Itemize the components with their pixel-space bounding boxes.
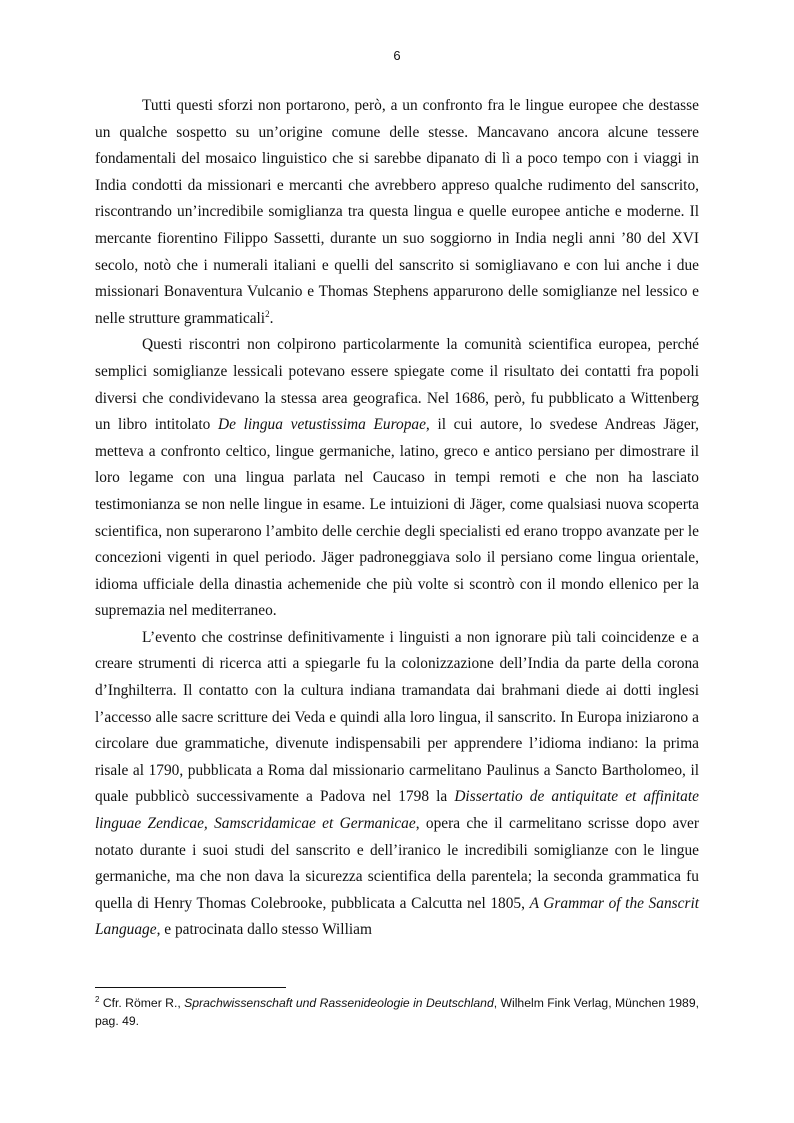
footnote-separator bbox=[95, 987, 286, 988]
book-title-grammar: A Grammar of the Sanscrit Language bbox=[95, 894, 700, 939]
paragraph-2 bbox=[95, 332, 699, 625]
footnote-text: Cfr. Römer R., bbox=[99, 996, 185, 1010]
paragraph-1-end: . bbox=[269, 309, 274, 327]
paragraph-3-text-end: , e patrocinata dallo stesso William bbox=[156, 921, 372, 939]
paragraph-1 bbox=[95, 93, 699, 332]
footnote-publisher: , Wilhelm Fink Verlag, München 1989, pag. 49. bbox=[95, 996, 699, 1028]
footnote-book-title: Sprachwissenschaft und Rassenideologie in Deutschland bbox=[184, 996, 494, 1010]
book-title-de-lingua: De lingua vetustissima Europae, bbox=[218, 416, 430, 434]
footnote-reference-2: 2 bbox=[265, 308, 270, 319]
paragraph-3-text-cont: , opera che il carmelitano scrisse dopo aver notato durante i suoi studi del sanscrito e dell’iranico le incredibili somiglianze con le lingue germaniche, ma che non dava la sicurezza scientifica della parentela; la seconda grammatica fu quella di Henry Thomas Colebrooke, pubblicata a Calcutta nel 1805, bbox=[95, 815, 699, 912]
paragraph-2-text: Questi riscontri non colpirono particolarmente la comunità scientifica europea, perché semplici somiglianze lessicali potevano essere spiegate come il risultato dei contatti fra popoli diversi che condividevano la stessa area geografica. Nel 1686, però, fu pubblicato a Wittenberg un libro intitolato bbox=[95, 336, 699, 434]
body-text bbox=[95, 93, 699, 944]
paragraph-3-text: L’evento che costrinse definitivamente i linguisti a non ignorare più tali coincidenze e a creare strumenti di ricerca atti a spiegarle fu la colonizzazione dell’India da parte della corona d’Inghilterra. Il contatto con la cultura indiana tramandata dai brahmani diede ai dotti inglesi l’accesso alle sacre scritture dei Veda e quindi alla loro lingua, il sanscrito. In Europa iniziarono a circolare due grammatiche, divenute indispensabili per apprendere l’idioma indiano: la prima risale al 1790, pubblicata a Roma dal missionario carmelitano Paulinus a Sancto Bartholomeo, il quale pubblicò successivamente a Padova nel 1798 la bbox=[95, 628, 699, 806]
book-title-dissertatio: Dissertatio de antiquitate et affinitate linguae Zendicae, Samscridamicae et Germanicae bbox=[95, 788, 699, 833]
footnote-2 bbox=[95, 994, 699, 1030]
paragraph-3 bbox=[95, 625, 699, 944]
paragraph-1-text: Tutti questi sforzi non portarono, però, a un confronto fra le lingue europee che destasse un qualche sospetto su un’origine comune delle stesse. Mancavano ancora alcune tessere fondamentali del mosaico linguistico che si sarebbe dipanato di lì a poco tempo con i viaggi in India condotti da missionari e mercanti che avrebbero appreso qualche rudimento del sanscrito, riscontrando un’incredibile somiglianza tra questa lingua e quelle europee antiche e moderne. Il mercante fiorentino Filippo Sassetti, durante un suo soggiorno in India negli anni ’80 del XVI secolo, notò che i numerali italiani e quelli del sanscrito si somigliavano e con lui anche i due missionari Bonaventura Vulcanio e Thomas Stephens apparurono delle somiglianze nel lessico e nelle strutture grammaticali bbox=[95, 97, 699, 327]
footnote-number: 2 bbox=[95, 994, 100, 1004]
page-number: 6 bbox=[393, 48, 401, 63]
paragraph-2-text-cont: il cui autore, lo svedese Andreas Jäger, metteva a confronto celtico, lingue germaniche, latino, greco e antico persiano per dimostrare il loro legame con una lingua parlata nel Caucaso in tempi remoti e che non ha lasciato testimonianza se non nelle lingue in esame. Le intuizioni di Jäger, come qualsiasi nuova scoperta scientifica, non superarono l’ambito delle cerchie degli specialisti ed erano troppo avanzate per le concezioni vigenti in quel periodo. Jäger padroneggiava solo il persiano come lingua orientale, idioma ufficiale della dinastia achemenide che più volte si scontrò con il mondo ellenico per la supremazia nel mediterraneo. bbox=[95, 416, 700, 620]
